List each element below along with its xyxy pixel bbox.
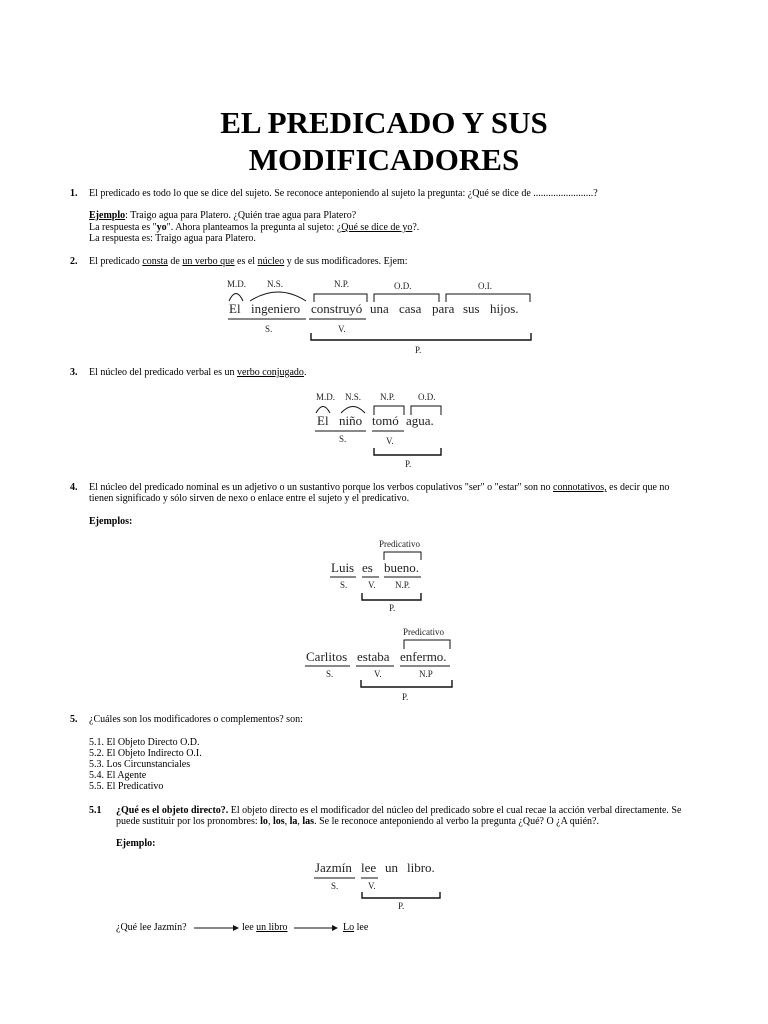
section-5-number: 5. (70, 714, 78, 725)
diagram-2-p: P. (405, 459, 412, 469)
s2-c: de (167, 256, 183, 267)
diagram-4-s: S. (326, 669, 334, 679)
diagram-1-word-3: construyó (311, 301, 363, 316)
modifier-item-4: 5.4. El Agente (89, 770, 147, 781)
diagram-1-word-5: casa (399, 301, 422, 316)
diagram-5-v: V. (368, 881, 376, 891)
title-line-2: MODIFICADORES (248, 142, 520, 177)
sub-b9: . Se le reconoce anteponiendo al verbo la pregunta ¿Qué? O ¿A quién?. (314, 816, 599, 827)
title-line-1: EL PREDICADO Y SUS (220, 105, 548, 140)
s2-nucleo: núcleo (257, 256, 285, 267)
example-label: Ejemplo (89, 210, 126, 221)
diagram-2-label-md: M.D. (316, 392, 336, 402)
diagram-2-word-3: tomó (372, 413, 399, 428)
pronoun-los: los (272, 816, 285, 827)
diagram-3-word-1: Luis (331, 560, 355, 575)
diagram-4-v: V. (374, 669, 382, 679)
section-5-question: ¿Cuáles son los modificadores o complementos? son: (89, 714, 303, 725)
diagram-2-s: S. (339, 434, 347, 444)
diagram-4-p: P. (402, 692, 409, 702)
diagram-5-word-3: un (385, 860, 398, 875)
diagram-4-word-3: enfermo. (400, 649, 447, 664)
sub-answer-a: El objeto directo es el modificador del núcleo del predicado sobre el cual recae la acción verbal directamente. Se (228, 805, 682, 816)
answer-1-question: ¿Qué se dice de yo (336, 222, 413, 233)
diagram-2-label-ns: N.S. (345, 392, 362, 402)
diagram-5-word-1: Jazmín (315, 860, 352, 875)
s4-connotativos: connotativos, (553, 482, 607, 493)
section-3-number: 3. (70, 367, 78, 378)
sub-b1: puede sustituir por los pronombres: (116, 816, 261, 827)
section-2-number: 2. (70, 256, 78, 267)
modifier-item-3: 5.3. Los Circunstanciales (89, 759, 191, 770)
s2-verbo: un verbo que (182, 256, 235, 267)
diagram-2-word-2: niño (339, 413, 363, 428)
diagram-3-p: P. (389, 603, 396, 613)
answer-1-yo: yo (156, 222, 167, 233)
section-4-number: 4. (70, 482, 78, 493)
diagram-1-word-8: hijos. (490, 301, 519, 316)
diagram-4-np: N.P (419, 669, 433, 679)
diagram-3-word-3: bueno. (384, 560, 420, 575)
s3-a: El núcleo del predicado verbal es un (89, 367, 237, 378)
subsection-5-1-example-label: Ejemplo: (116, 838, 156, 849)
s2-a: El predicado (89, 256, 143, 267)
pronoun-la: la (289, 816, 298, 827)
diagram-1-p: P. (415, 345, 422, 355)
diagram-4-word-2: estaba (357, 649, 390, 664)
pronoun-lo: lo (260, 816, 268, 827)
diagram-1-word-2: ingeniero (251, 301, 301, 316)
diagram-2-label-od: O.D. (418, 392, 436, 402)
diagram-3-s: S. (340, 580, 348, 590)
diagram-4-predicativo: Predicativo (403, 627, 444, 637)
diagram-1-word-1: El (229, 301, 241, 316)
diagram-1-v: V. (338, 324, 346, 334)
final-pronoun-lo: Lo (343, 922, 355, 933)
diagram-1-word-4: una (370, 301, 389, 316)
diagram-2-label-np: N.P. (380, 392, 396, 402)
s4-a: El núcleo del predicado nominal es un adjetivo o un sustantivo porque los verbos copulativos "ser" o "estar" son no (89, 482, 554, 493)
final-answer-lee: lee (242, 922, 257, 933)
section-1-number: 1. (70, 188, 78, 199)
example-text: : Traigo agua para Platero. ¿Quién trae agua para Platero? (125, 210, 357, 221)
arrow-1-head-icon (233, 925, 239, 931)
final-question: ¿Qué lee Jazmín? (116, 922, 187, 933)
sub-b3: , (267, 816, 273, 827)
diagram-3-v: V. (368, 580, 376, 590)
s4-c: es decir que no (606, 482, 670, 493)
section-1-answer-2: La respuesta es: Traigo agua para Platero. (89, 233, 256, 244)
diagram-1-label-od: O.D. (394, 281, 412, 291)
pronoun-las: las (302, 816, 315, 827)
diagram-5-p: P. (398, 901, 405, 911)
diagram-1-word-7: sus (463, 301, 480, 316)
diagram-4-word-1: Carlitos (306, 649, 348, 664)
diagram-3-np: N.P. (395, 580, 411, 590)
diagram-5-s: S. (331, 881, 339, 891)
section-4-examples-label: Ejemplos: (89, 516, 133, 527)
sub-b7: , (297, 816, 303, 827)
sub-b5: , (284, 816, 290, 827)
section-1-text-a: El predicado es todo lo que se dice del sujeto. Se reconoce anteponiendo al sujeto la pregunta: (89, 188, 468, 199)
diagram-1-label-oi: O.I. (478, 281, 492, 291)
diagram-2-word-1: El (317, 413, 329, 428)
diagram-3-word-2: es (362, 560, 373, 575)
answer-1-e: ?. (412, 222, 420, 233)
diagram-5-word-4: libro. (407, 860, 435, 875)
section-4-text-2: tienen significado y sólo sirven de nexo o enlace entre el sujeto y el predicativo. (89, 493, 410, 504)
modifier-item-2: 5.2. El Objeto Indirecto O.I. (89, 748, 202, 759)
final-pronoun-lee: lee (354, 922, 369, 933)
diagram-3-predicativo: Predicativo (379, 539, 420, 549)
final-answer-un-libro: un libro (256, 922, 288, 933)
diagram-1-s: S. (265, 324, 273, 334)
section-1-question: ¿Qué se dice de ........................? (467, 188, 598, 199)
diagram-5-word-2: lee (361, 860, 377, 875)
sub-question: ¿Qué es el objeto directo?. (116, 805, 229, 816)
s2-consta: consta (142, 256, 168, 267)
diagram-1-label-np: N.P. (334, 279, 350, 289)
diagram-1-word-6: para (432, 301, 455, 316)
diagram-2-word-4: agua. (406, 413, 434, 428)
arrow-2-head-icon (332, 925, 338, 931)
s2-g: y de sus modificadores. Ejem: (284, 256, 408, 267)
diagram-2-v: V. (386, 436, 394, 446)
diagram-1-label-md: M.D. (227, 279, 247, 289)
s3-c: . (303, 367, 307, 378)
s3-verbo-conjugado: verbo conjugado (237, 367, 304, 378)
modifier-item-5: 5.5. El Predicativo (89, 781, 164, 792)
subsection-5-1-number: 5.1 (89, 805, 102, 816)
answer-1-a: La respuesta es " (89, 222, 157, 233)
answer-1-c: ". Ahora planteamos la pregunta al sujeto: (166, 222, 337, 233)
modifier-item-1: 5.1. El Objeto Directo O.D. (89, 737, 200, 748)
diagram-1-label-ns: N.S. (267, 279, 284, 289)
s2-e: es el (234, 256, 258, 267)
